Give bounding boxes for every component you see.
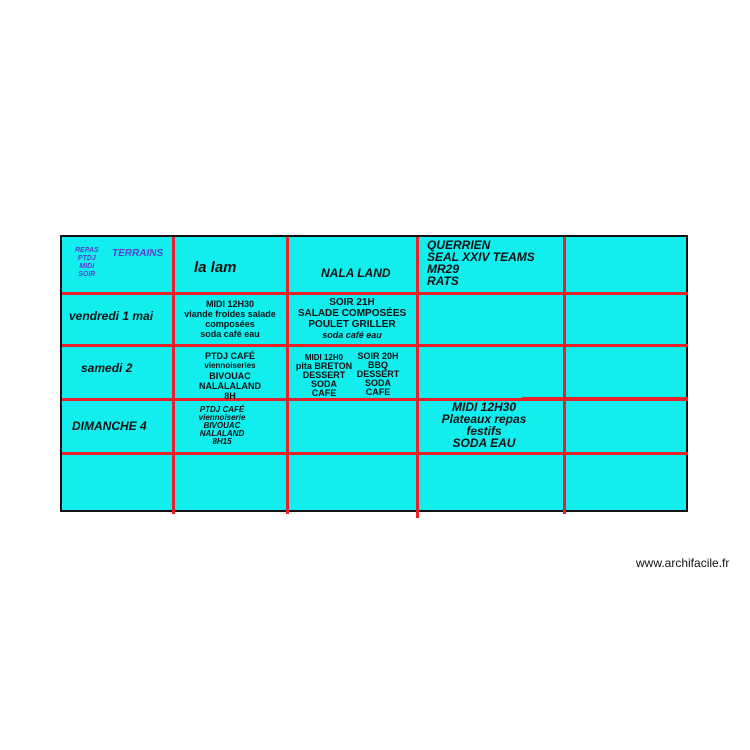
cell-line: SALADE COMPOSÉES bbox=[297, 308, 407, 319]
legend-ptdj: PTDJ bbox=[77, 255, 96, 262]
cell-line: POULET GRILLER bbox=[308, 319, 396, 330]
cell-sun-lalam bbox=[174, 406, 270, 446]
cell-fri-nala bbox=[289, 297, 415, 341]
cell-line: SOIR 20H bbox=[357, 351, 399, 361]
day-saturday: samedi 2 bbox=[81, 361, 133, 375]
cell-sat-nala-midi bbox=[294, 353, 354, 398]
cell-line: 8H15 bbox=[212, 437, 232, 446]
cell-line: CAFE bbox=[311, 388, 337, 398]
cell-line: PTDJ CAFÉ bbox=[204, 351, 255, 361]
legend-midi: MIDI bbox=[79, 263, 95, 270]
grid-line-h4 bbox=[62, 452, 688, 455]
grid-line-v3 bbox=[416, 237, 419, 518]
cell-line: 8H bbox=[224, 391, 236, 401]
cell-line: SOIR 21H bbox=[329, 297, 375, 308]
day-sunday: DIMANCHE 4 bbox=[72, 419, 147, 433]
header-terrains: TERRAINS bbox=[112, 248, 164, 259]
cell-line: soda café eau bbox=[200, 329, 260, 339]
cell-line: CAFE bbox=[365, 387, 391, 397]
cell-line: composées bbox=[205, 319, 255, 329]
cell-line: NALALAND bbox=[199, 429, 245, 438]
cell-line: MIDI 12H30 bbox=[205, 299, 255, 309]
querrien-line-4: RATS bbox=[427, 274, 459, 288]
cell-line: BIVOUAC bbox=[209, 371, 251, 381]
cell-line: viennoiserie bbox=[198, 413, 246, 422]
watermark: www.archifacile.fr bbox=[636, 556, 730, 570]
cell-line: SODA bbox=[364, 378, 391, 388]
querrien-line-2: SEAL XXIV TEAMS bbox=[427, 250, 535, 264]
cell-line: MIDI 12H0 bbox=[304, 353, 344, 362]
cell-line: SODA EAU bbox=[452, 436, 516, 450]
cell-line: viande froides salade bbox=[184, 309, 276, 319]
legend-repas: REPAS bbox=[75, 247, 99, 254]
cell-fri-lalam bbox=[174, 299, 286, 339]
querrien-line-1: QUERRIEN bbox=[427, 238, 491, 252]
cell-line: BBQ bbox=[368, 360, 388, 370]
cell-line: PTDJ CAFÉ bbox=[199, 405, 245, 414]
cell-line: DESSERT bbox=[302, 370, 346, 380]
cell-line: MIDI 12H30 bbox=[451, 400, 517, 414]
cell-line: pita BRETON bbox=[295, 361, 353, 371]
legend-soir: SOIR bbox=[78, 271, 96, 278]
cell-sat-nala-soir bbox=[352, 352, 404, 397]
cell-line: SODA bbox=[310, 379, 337, 389]
cell-line: soda café eau bbox=[322, 330, 382, 340]
cell-sun-querrien bbox=[424, 401, 544, 449]
header-la-lam: la lam bbox=[194, 259, 237, 276]
grid-line-h1 bbox=[62, 292, 688, 295]
day-friday: vendredi 1 mai bbox=[69, 309, 154, 323]
header-querrien bbox=[427, 239, 535, 287]
grid-line-h2 bbox=[62, 344, 688, 347]
schedule-plan bbox=[60, 235, 688, 512]
cell-line: festifs bbox=[466, 424, 502, 438]
cell-line: DESSERT bbox=[356, 369, 400, 379]
cell-line: Plateaux repas bbox=[441, 412, 527, 426]
header-nala-land: NALA LAND bbox=[321, 266, 391, 280]
cell-line: BIVOUAC bbox=[203, 421, 241, 430]
cell-line: NALALALAND bbox=[199, 381, 261, 391]
header-legend bbox=[75, 247, 99, 279]
grid-line-h3b bbox=[522, 397, 688, 400]
grid-line-v2 bbox=[286, 237, 289, 514]
grid-line-v4 bbox=[563, 237, 566, 514]
querrien-line-3: MR29 bbox=[427, 262, 460, 276]
cell-sat-lalam bbox=[174, 351, 286, 401]
cell-line: viennoiseries bbox=[204, 361, 256, 370]
